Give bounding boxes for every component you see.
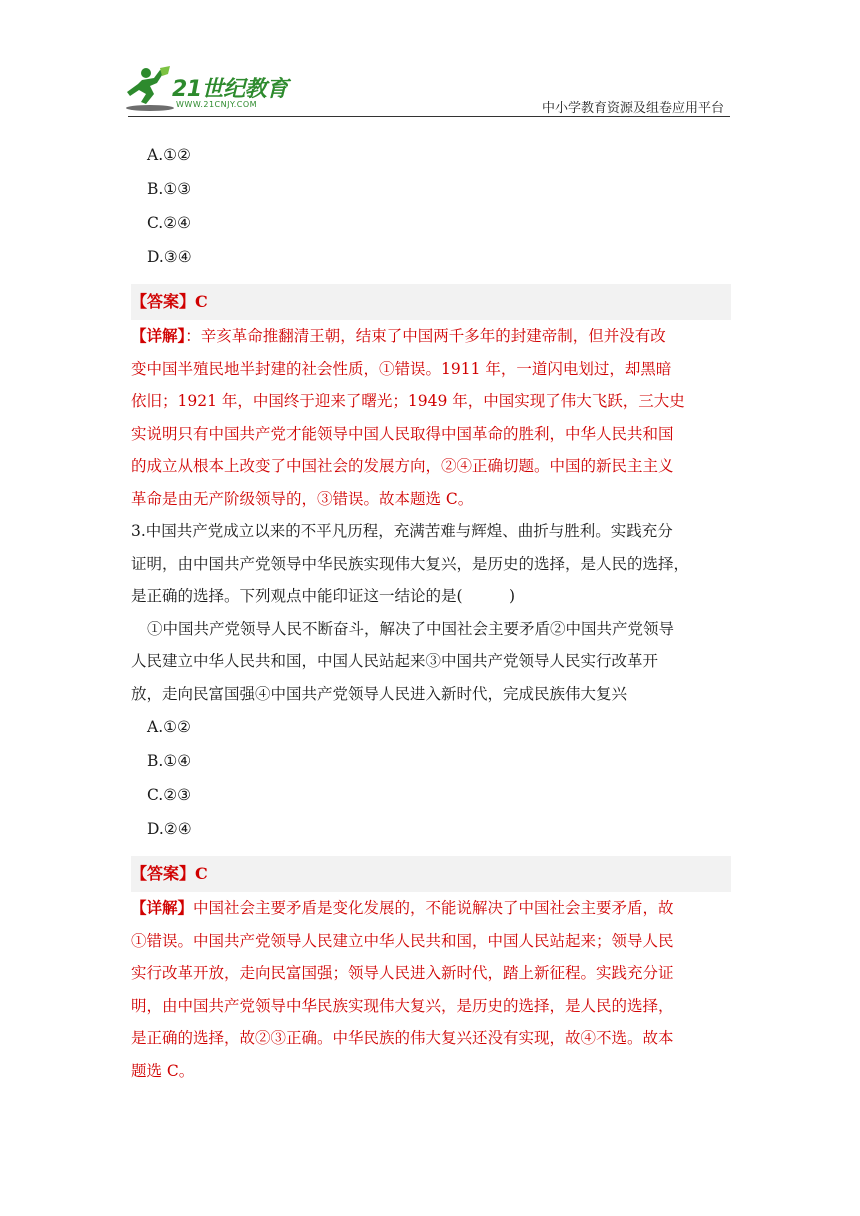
- q3-answer: [131, 856, 731, 892]
- q3-statements: [131, 613, 731, 711]
- detail-line: 依旧；1921 年，中国终于迎来了曙光；1949 年，中国实现了伟大飞跃，三大史: [131, 392, 685, 410]
- q3-option-d: D.②④: [147, 820, 192, 838]
- platform-title: 中小学教育资源及组卷应用平台: [541, 101, 724, 116]
- q3-detail: [131, 892, 731, 1087]
- q3-option-b: B.①④: [147, 752, 192, 770]
- detail-line: 的成立从根本上改变了中国社会的发展方向，②④正确切题。中国的新民主主义: [131, 457, 674, 475]
- stem-line: 证明，由中国共产党领导中华民族实现伟大复兴，是历史的选择，是人民的选择，: [131, 554, 690, 573]
- stem-line: 是正确的选择。下列观点中能印证这一结论的是( ): [131, 587, 516, 605]
- detail-line: ①错误。中国共产党领导人民建立中华人民共和国，中国人民站起来；领导人民: [131, 931, 674, 950]
- q2-option-d: D.③④: [147, 248, 192, 266]
- q3-option-a: A.①②: [147, 718, 191, 736]
- logo-text: 21世纪教育: [172, 77, 288, 102]
- q2-options: [131, 138, 731, 274]
- detail-line: 题选 C。: [131, 1061, 195, 1080]
- statement-line: 放，走向民富国强④中国共产党领导人民进入新时代，完成民族伟大复兴: [131, 684, 628, 703]
- document-body: [131, 138, 731, 1087]
- detail-line: ：辛亥革命推翻清王朝，结束了中国两千多年的封建帝制，但并没有改: [185, 327, 666, 345]
- detail-line: 革命是由无产阶级领导的，③错误。故本题选 C。: [131, 489, 474, 508]
- detail-label: 【详解】: [131, 326, 186, 345]
- logo-url: WWW.21CNJY.COM: [176, 100, 258, 109]
- detail-line: 变中国半殖民地半封建的社会性质，①错误。1911 年，一道闪电划过，却黑暗: [131, 359, 672, 378]
- detail-line: 实行改革开放，走向民富国强；领导人民进入新时代，踏上新征程。实践充分证: [131, 964, 674, 982]
- detail-label: 【详解】: [131, 898, 194, 917]
- detail-line: 实说明只有中国共产党才能领导中国人民取得中国革命的胜利，中华人民共和国: [131, 424, 674, 443]
- statement-line: 人民建立中华人民共和国，中国人民站起来③中国共产党领导人民实行改革开: [131, 652, 659, 670]
- detail-line: 中国社会主要矛盾是变化发展的，不能说解决了中国社会主要矛盾，故: [193, 899, 674, 917]
- detail-line: 明，由中国共产党领导中华民族实现伟大复兴，是历史的选择，是人民的选择，: [131, 996, 674, 1015]
- logo: [124, 64, 294, 116]
- q2-option-c: C.②④: [147, 214, 192, 232]
- q3-stem: [131, 515, 731, 613]
- answer-value: C: [195, 864, 208, 883]
- header-divider: [128, 116, 730, 117]
- answer-value: C: [195, 292, 208, 311]
- stem-line: 3.中国共产党成立以来的不平凡历程，充满苦难与辉煌、曲折与胜利。实践充分: [131, 522, 673, 540]
- answer-label: 【答案】: [131, 292, 196, 311]
- q2-option-b: B.①③: [147, 180, 192, 198]
- answer-label: 【答案】: [131, 864, 196, 883]
- page-header: [0, 0, 860, 120]
- q3-options: [131, 710, 731, 846]
- q2-detail: [131, 320, 731, 515]
- q2-option-a: A.①②: [147, 146, 191, 164]
- detail-line: 是正确的选择，故②③正确。中华民族的伟大复兴还没有实现，故④不选。故本: [131, 1029, 674, 1047]
- q2-answer: [131, 284, 731, 320]
- statement-line: ①中国共产党领导人民不断奋斗，解决了中国社会主要矛盾②中国共产党领导: [147, 619, 675, 638]
- q3-option-c: C.②③: [147, 786, 192, 804]
